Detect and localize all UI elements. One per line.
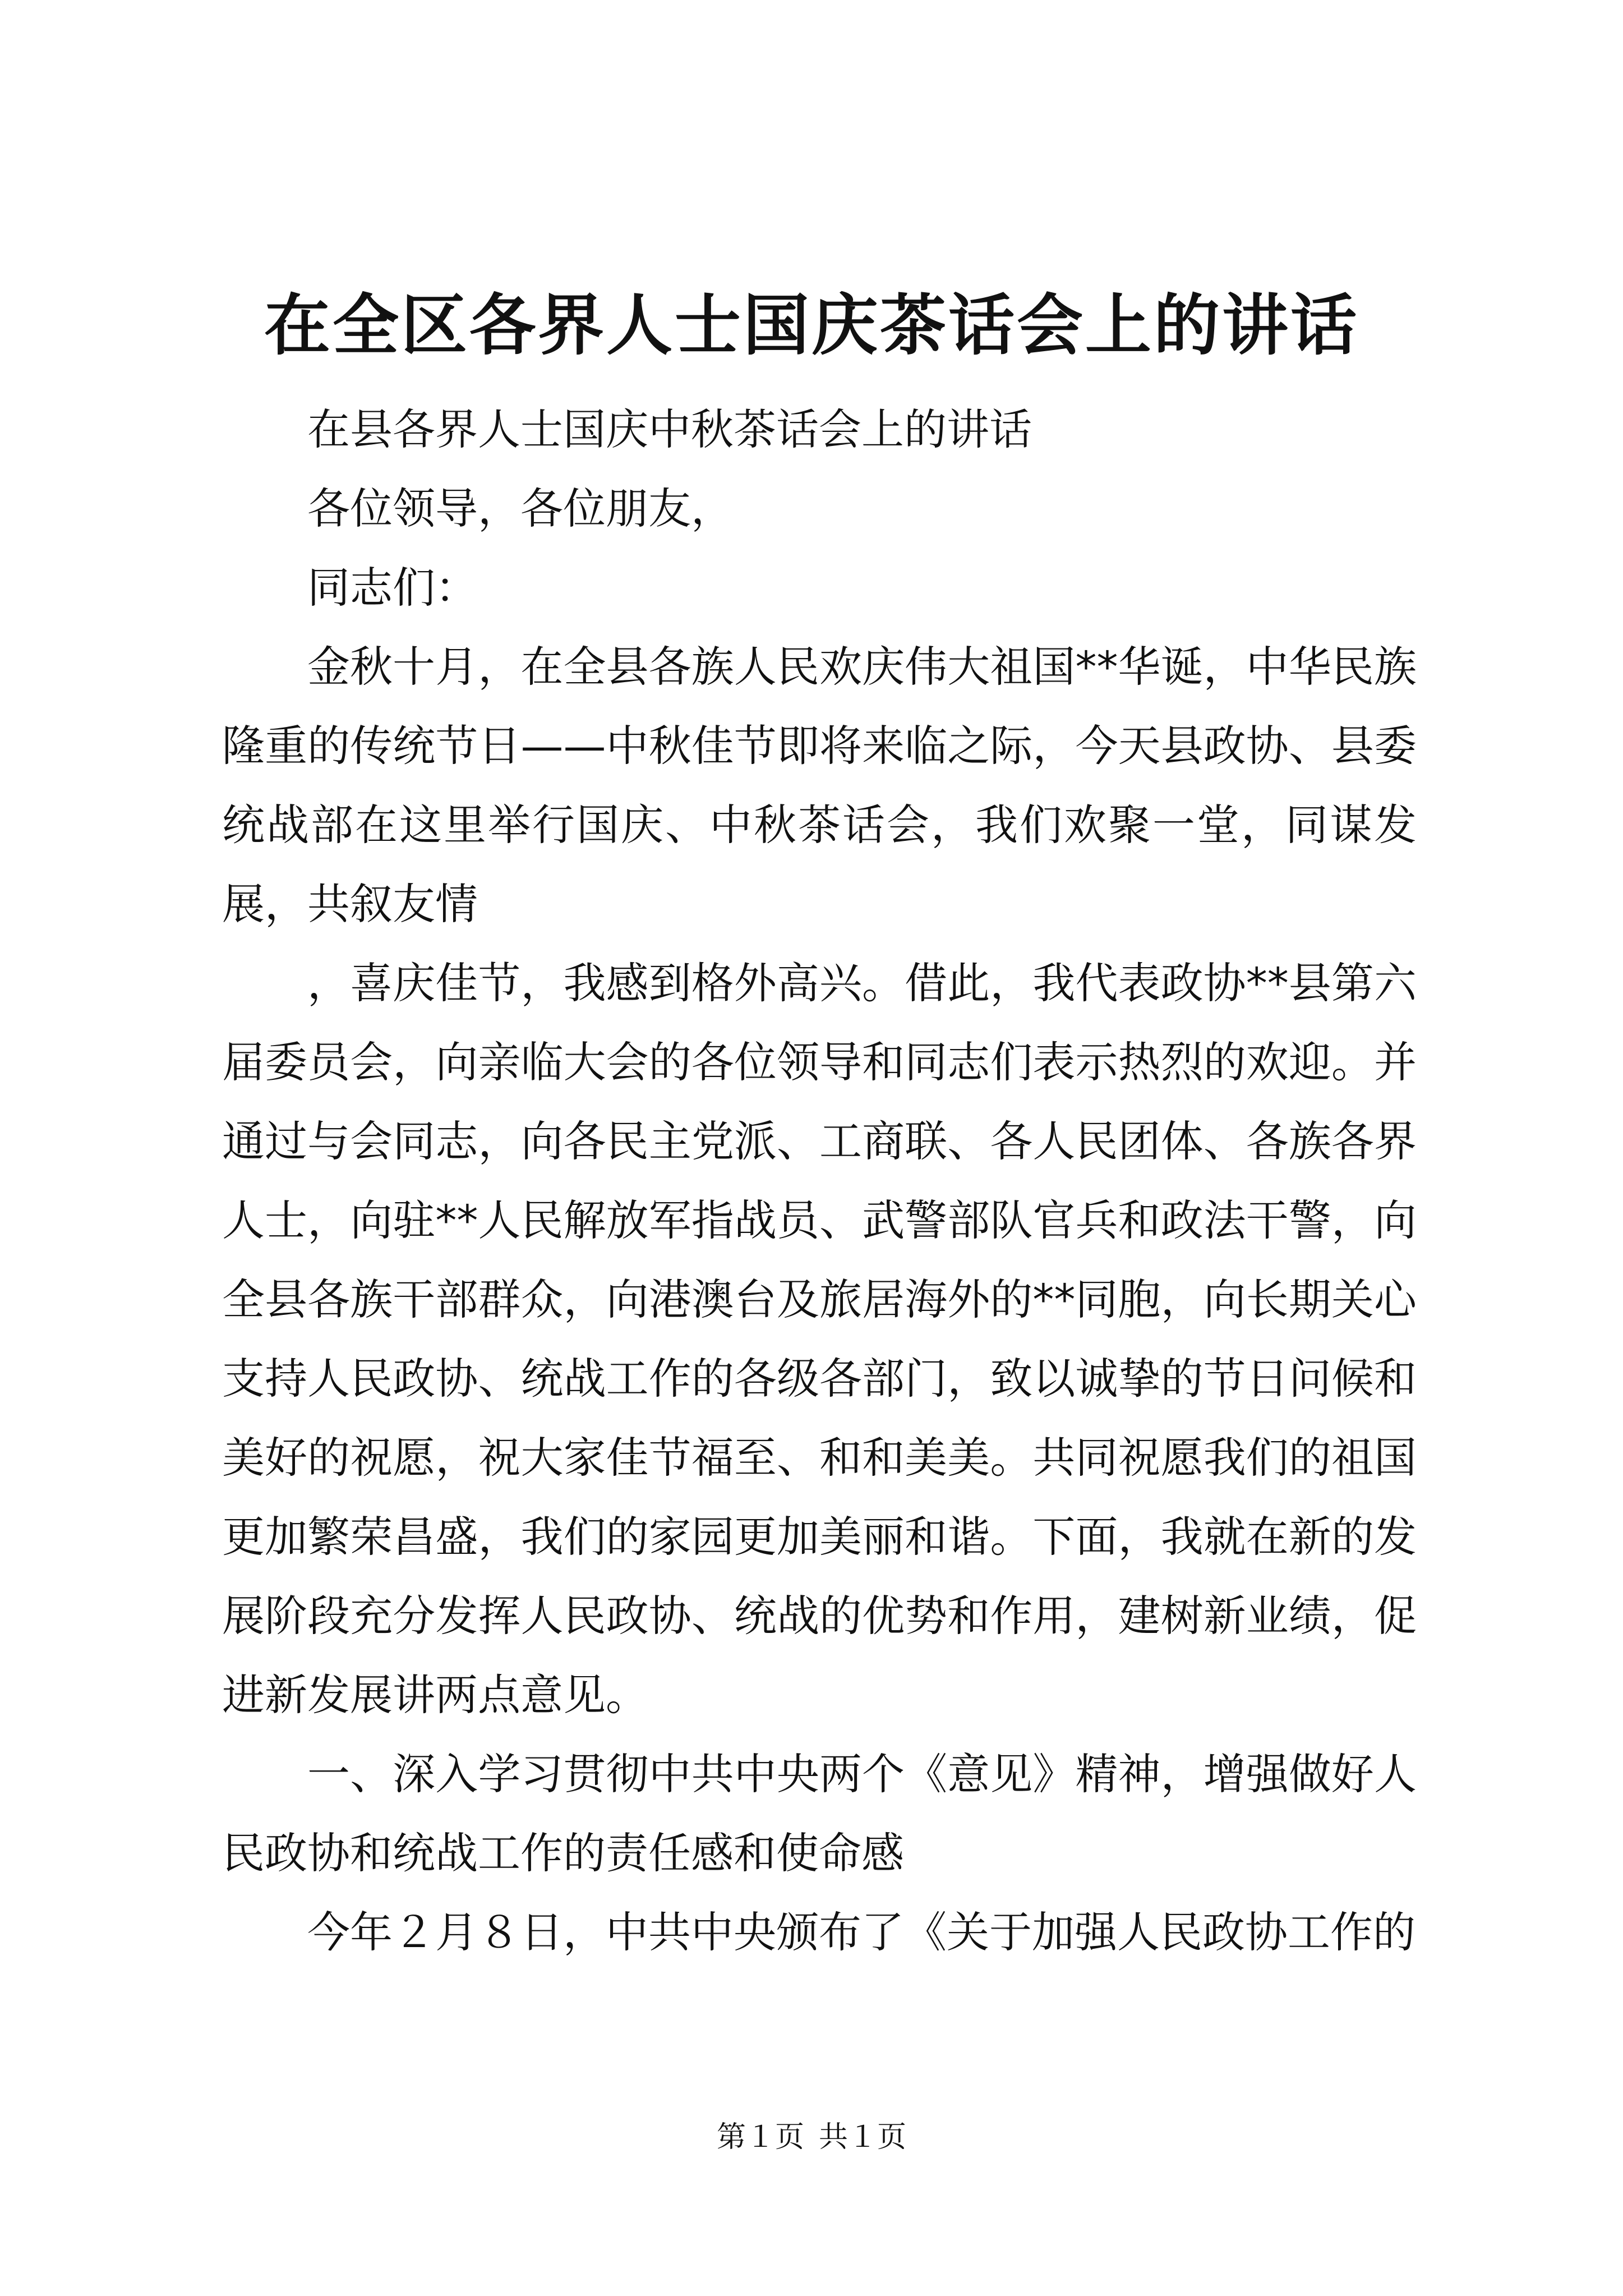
document-title: 在全区各界人士国庆茶话会上的讲话 xyxy=(264,286,1359,364)
body-paragraph: 金秋十月，在全县各族人民欢庆伟大祖国**华诞，中华民族隆重的传统节日——中秋佳节即将来临之际，今天县政协、县委统战部在这里举行国庆、中秋茶话会，我们欢聚一堂，同谋发展，共叙友情 xyxy=(222,642,1417,929)
body-paragraph: 今年２月８日，中共中央颁布了《关于加强人民政协工作的 xyxy=(307,1907,1415,1957)
salutation-paragraph: 各位领导，各位朋友， xyxy=(307,484,734,533)
page-number: 第１页 xyxy=(716,2120,804,2154)
page-footer xyxy=(0,2118,1623,2157)
document-body xyxy=(222,390,1417,1972)
salutation-paragraph-2: 同志们： xyxy=(307,563,478,613)
body-paragraph: ，喜庆佳节，我感到格外高兴。借此，我代表政协**县第六届委员会，向亲临大会的各位领导和同志们表示热烈的欢迎。并通过与会同志，向各民主党派、工商联、各人民团体、各族各界人士，向驻**人民解放军指战员、武警部队官兵和政法干警，向全县各族干部群众，向港澳台及旅居海外的**同胞，向长期关心支持人民政协、统战工作的各级各部门，致以诚挚的节日问候和美好的祝愿，祝大家佳节福至、和和美美。共同祝愿我们的祖国更加繁荣昌盛，我们的家园更加美丽和谐。下面，我就在新的发展阶段充分发挥人民政协、统战的优势和作用，建树新业绩，促进新发展讲两点意见。 xyxy=(222,958,1417,1720)
subtitle-paragraph: 在县各界人士国庆中秋茶话会上的讲话 xyxy=(307,404,1032,454)
section-heading: 一、深入学习贯彻中共中央两个《意见》精神，增强做好人民政协和统战工作的责任感和使命感 xyxy=(222,1749,1417,1878)
page-total: 共１页 xyxy=(819,2120,907,2154)
